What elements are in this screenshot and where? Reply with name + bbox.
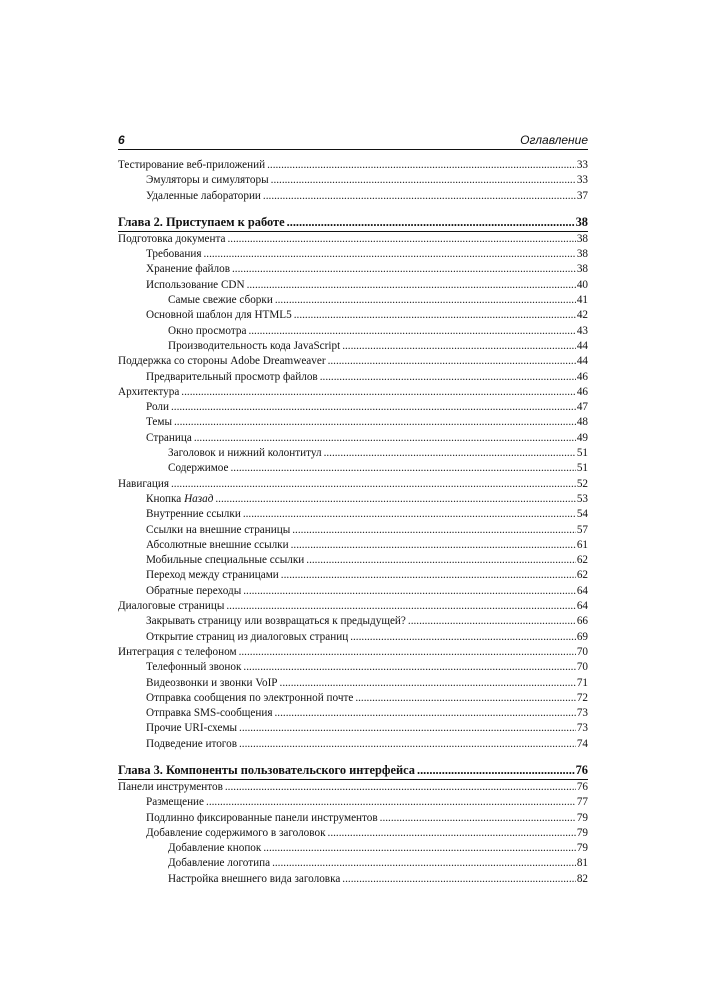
toc-entry-page: 70 [576,645,588,658]
dot-leader [206,795,576,810]
running-title: Оглавление [520,133,588,147]
toc-entry[interactable] [118,811,588,826]
toc-entry-page: 79 [576,842,588,855]
toc-entry-page: 33 [576,174,588,187]
toc-entry[interactable] [118,660,588,675]
toc-entry[interactable] [118,584,588,599]
toc-entry[interactable] [118,630,588,645]
toc-entry-page: 69 [576,630,588,643]
toc-entry-title: Глава 3. Компоненты пользовательского интерфейса [118,762,415,777]
dot-leader [181,385,576,400]
dot-leader [342,339,576,354]
dot-leader [380,811,576,826]
toc-entry[interactable] [118,538,588,553]
toc-entry[interactable] [118,385,588,400]
dot-leader [203,247,575,262]
dot-leader [227,232,575,247]
dot-leader [243,507,576,522]
dot-leader [328,354,576,369]
toc-entry-title: Темы [146,416,172,429]
dot-leader [215,492,575,507]
dot-leader [174,415,576,430]
toc-entry-title: Настройка внешнего вида заголовка [168,872,341,885]
toc-entry-title: Ссылки на внешние страницы [146,523,291,536]
toc-entry-title: Прочие URI-схемы [146,722,238,735]
dot-leader [292,523,576,538]
dot-leader [408,614,576,629]
toc-entry[interactable] [118,262,588,277]
toc-entry[interactable] [118,232,588,247]
toc-entry-page: 46 [576,385,588,398]
toc-entry-page: 76 [576,780,588,793]
toc-entry-title: Внутренние ссылки [146,508,241,521]
toc-entry-page: 37 [576,189,588,202]
toc-entry-title: Подлинно фиксированные панели инструментов [146,811,378,824]
dot-leader [272,856,576,871]
toc-entry[interactable] [118,415,588,430]
running-header [118,131,588,150]
dot-leader [281,568,576,583]
dot-leader [267,158,576,173]
toc-entry[interactable] [118,308,588,323]
dot-leader [225,780,576,795]
toc-entry-page: 33 [576,159,588,171]
toc-entry-page: 44 [576,355,588,368]
toc-entry-title: Заголовок и нижний колонтитул [168,447,322,460]
toc-entry-page: 40 [576,278,588,291]
toc-entry[interactable] [118,278,588,293]
toc-entry[interactable] [118,614,588,629]
toc-entry[interactable] [118,691,588,706]
dot-leader [171,477,576,492]
toc-entry-title: Мобильные специальные ссылки [146,554,305,567]
toc-entry-title: Основной шаблон для HTML5 [146,309,292,322]
toc-entry-title: Подготовка документа [118,232,226,245]
toc-entry-page: 64 [576,600,588,613]
toc-entry-title: Глава 2. Приступаем к работе [118,214,285,229]
toc-entry-page: 73 [576,707,588,720]
toc-entry[interactable] [118,339,588,354]
toc-entry[interactable] [118,780,588,795]
toc-entry[interactable] [118,599,588,614]
toc-entry[interactable] [118,431,588,446]
toc-entry-title: Телефонный звонок [146,661,242,674]
toc-entry-page: 38 [576,232,588,245]
dot-leader [232,262,576,277]
toc-entry-title: Производительность кода JavaScript [168,339,341,352]
toc-entry[interactable] [118,523,588,538]
dot-leader [239,721,576,736]
toc-entry[interactable] [118,461,588,476]
toc-entry-page: 51 [576,447,588,460]
toc-entry[interactable] [118,841,588,856]
dot-leader [171,400,576,415]
dot-leader [320,370,576,385]
dot-leader [243,660,575,675]
dot-leader [294,308,576,323]
dot-leader [239,645,576,660]
dot-leader [287,214,575,231]
dot-leader [291,538,576,553]
toc-chapter-entry[interactable] [118,762,588,780]
toc-entry[interactable] [118,706,588,721]
toc-entry-title: Эмуляторы и симуляторы [146,174,269,187]
toc-entry-page: 54 [576,508,588,521]
toc-entry-title: Страница [146,431,192,444]
toc-entry[interactable] [118,492,588,507]
toc-entry-title: Диалоговые страницы [118,600,225,613]
toc-entry-title: Самые свежие сборки [168,294,273,307]
toc-entry-page: 70 [576,661,588,674]
toc-entry-title: Предварительный просмотр файлов [146,370,318,383]
toc-entry-page: 79 [576,811,588,824]
toc-entry-title: Тестирование веб-приложений [118,159,266,171]
toc-entry-page: 51 [576,462,588,475]
toc-entry-title: Добавление содержимого в заголовок [146,826,326,839]
toc-entry[interactable] [118,324,588,339]
toc-entry-page: 74 [576,737,588,750]
dot-leader [324,446,576,461]
toc-entry-page: 82 [576,872,588,885]
dot-leader [271,173,576,188]
toc-entry[interactable] [118,676,588,691]
toc-entry-page: 46 [576,370,588,383]
toc-entry-title: Отправка сообщения по электронной почте [146,691,354,704]
dot-leader [239,737,576,752]
toc-entry[interactable] [118,872,588,887]
toc-entry-page: 81 [576,857,588,870]
toc-entry-page: 73 [576,722,588,735]
toc-entry[interactable] [118,446,588,461]
toc-entry[interactable] [118,856,588,871]
toc-entry-title: Открытие страниц из диалоговых страниц [146,630,349,643]
toc-entry-title: Интеграция с телефоном [118,645,237,658]
toc-chapter-entry[interactable] [118,214,588,232]
toc-entry-title: Обратные переходы [146,584,242,597]
dot-leader [263,189,576,204]
dot-leader [275,706,576,721]
toc-entry-title: Окно просмотра [168,324,247,337]
toc-entry[interactable] [118,826,588,841]
toc-entry[interactable] [118,293,588,308]
toc-entry[interactable] [118,737,588,752]
toc-entry-title: Удаленные лаборатории [146,189,261,202]
toc-entry-page: 38 [576,263,588,276]
dot-leader [275,293,576,308]
dot-leader [230,461,575,476]
toc-entry[interactable] [118,370,588,385]
toc-entry-page: 38 [576,248,588,261]
chapter-spacer [118,204,588,214]
dot-leader [226,599,575,614]
toc-entry-title: Переход между страницами [146,569,279,582]
toc-entry-page: 52 [576,477,588,490]
toc-entry-page: 79 [576,826,588,839]
toc-entry-page: 66 [576,615,588,628]
toc-entry-page: 64 [576,584,588,597]
dot-leader [263,841,575,856]
dot-leader [417,762,575,779]
toc-entry-page: 62 [576,569,588,582]
toc-entry-page: 43 [576,324,588,337]
toc-entry-title: Закрывать страницу или возвращаться к предыдущей? [146,615,406,628]
toc-entry[interactable] [118,158,588,173]
toc-entry-page: 76 [575,762,588,777]
toc-entry-page: 72 [576,691,588,704]
toc-entry-title: Поддержка со стороны Adobe Dreamweaver [118,355,326,368]
dot-leader [306,553,576,568]
toc-entry[interactable] [118,721,588,736]
toc-entry-title: Архитектура [118,385,180,398]
toc-entry-title: Кнопка Назад [146,492,214,505]
toc-entry[interactable] [118,477,588,492]
dot-leader [328,826,576,841]
toc-entry-page: 71 [576,676,588,689]
toc-entry-title: Хранение файлов [146,263,230,276]
toc-entry-page: 41 [576,294,588,307]
toc-entry-title: Использование CDN [146,278,245,291]
dot-leader [194,431,576,446]
toc-entry[interactable] [118,400,588,415]
toc-entry[interactable] [118,553,588,568]
toc-entry-page: 62 [576,554,588,567]
toc-entry[interactable] [118,645,588,660]
toc-entry-title: Подведение итогов [146,737,237,750]
toc-entry-title: Роли [146,401,169,414]
toc-entry-page: 38 [575,214,588,229]
toc-entry[interactable] [118,189,588,204]
toc-entry-title: Отправка SMS-сообщения [146,707,273,720]
toc-entry-page: 77 [576,796,588,809]
toc-entry[interactable] [118,795,588,810]
toc-entry[interactable] [118,568,588,583]
toc-entry-title: Требования [146,248,202,261]
toc-entry-page: 53 [576,492,588,505]
dot-leader [248,324,575,339]
dot-leader [247,278,576,293]
table-of-contents [118,158,588,887]
toc-entry-page: 48 [576,416,588,429]
toc-entry-page: 57 [576,523,588,536]
toc-entry-page: 44 [576,339,588,352]
toc-entry-title: Добавление логотипа [168,857,271,870]
chapter-spacer [118,752,588,762]
toc-entry[interactable] [118,354,588,369]
toc-entry-title: Размещение [146,796,205,809]
page-number: 6 [118,133,125,147]
toc-entry-title: Панели инструментов [118,780,223,793]
dot-leader [280,676,576,691]
toc-entry[interactable] [118,247,588,262]
dot-leader [342,872,576,887]
toc-entry-page: 47 [576,401,588,414]
toc-entry[interactable] [118,507,588,522]
toc-entry-title: Добавление кнопок [168,842,262,855]
toc-entry-title: Видеозвонки и звонки VoIP [146,676,278,689]
toc-entry-title: Навигация [118,477,169,490]
dot-leader [355,691,575,706]
toc-entry-title: Содержимое [168,462,229,475]
toc-entry[interactable] [118,173,588,188]
dot-leader [243,584,576,599]
toc-entry-page: 61 [576,538,588,551]
toc-entry-title: Абсолютные внешние ссылки [146,538,289,551]
toc-entry-page: 42 [576,309,588,322]
toc-entry-page: 49 [576,431,588,444]
dot-leader [350,630,576,645]
